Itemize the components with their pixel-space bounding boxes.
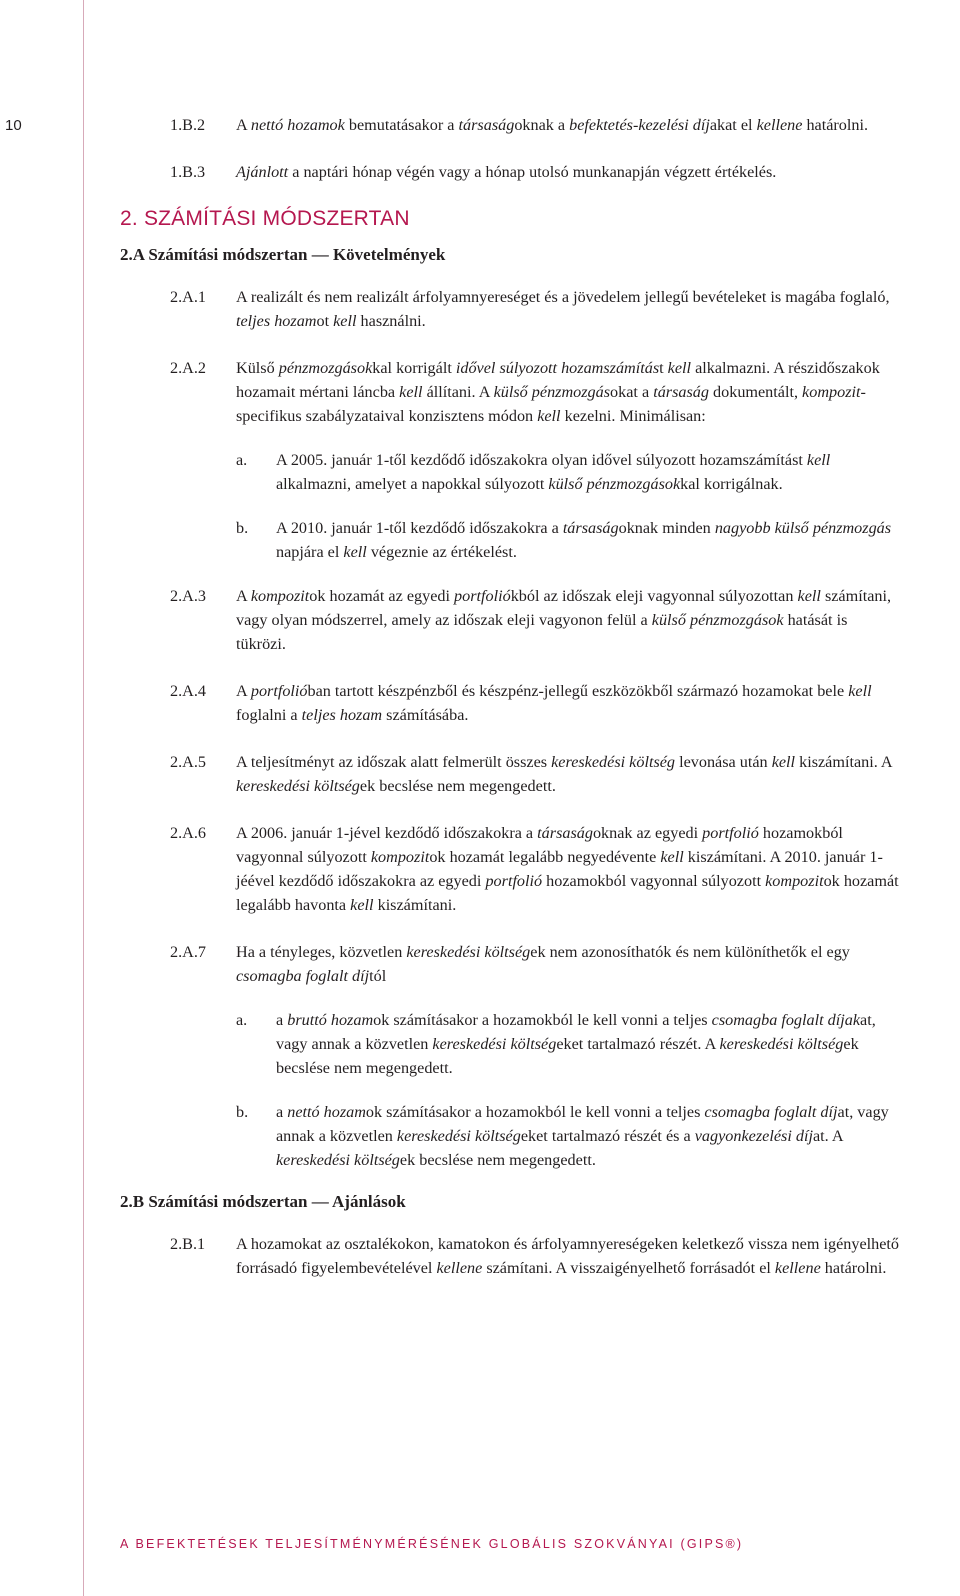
clause-number: 2.A.3 (170, 587, 206, 605)
clause-item (120, 821, 920, 917)
clause-item (120, 356, 920, 428)
subsection-b-title: 2.B Számítási módszertan — Ajánlások (120, 1192, 406, 1211)
sub-clause (236, 1100, 920, 1172)
margin-rule (83, 0, 84, 1596)
clause-number: 2.A.4 (170, 682, 206, 700)
page-number: 10 (5, 117, 22, 134)
sub-clause-letter: b. (236, 1103, 249, 1121)
sub-clause-letter: a. (236, 1011, 248, 1029)
sub-clause-letter: b. (236, 519, 249, 537)
clause-text: A hozamokat az osztalékokon, kamatokon és árfolyamnyereségeken keletkező vissza nem igényelhető forrásadó figyelembevételével kellene számítani. A visszaigényelhető forrásadót el kellene határolni. (236, 1235, 899, 1277)
document-body (120, 113, 920, 1303)
footer-title: A BEFEKTETÉSEK TELJESÍTMÉNYMÉRÉSÉNEK GLOBÁLIS SZOKVÁNYAI (GIPS®) (120, 1537, 744, 1551)
sub-clause (236, 448, 920, 496)
sub-clause-text: A 2010. január 1-től kezdődő időszakokra a társaságoknak minden nagyobb külső pénzmozgás napjára el kell végeznie az értékelést. (276, 519, 892, 561)
clause-item (120, 113, 920, 137)
sub-clause-text: a bruttó hozamok számításakor a hozamokból le kell vonni a teljes csomagba foglalt díjakat, vagy annak a közvetlen kereskedési költségeket tartalmazó részét. A kereskedési költségek becslése nem megengedett. (276, 1011, 876, 1077)
sub-clause-text: A 2005. január 1-től kezdődő időszakokra olyan idővel súlyozott hozamszámítást kell alkalmazni, amelyet a napokkal súlyozott külső pénzmozgásokkal korrigálnak. (276, 451, 831, 493)
clause-text: A nettó hozamok bemutatásakor a társaságoknak a befektetés-kezelési díjakat el kellene határolni. (236, 116, 869, 134)
clause-number: 2.A.5 (170, 753, 206, 771)
clause-item (120, 679, 920, 727)
clause-text: A teljesítményt az időszak alatt felmerült összes kereskedési költség levonása után kell kiszámítani. A kereskedési költségek becslése nem megengedett. (236, 753, 892, 795)
clause-text: A kompozitok hozamát az egyedi portfoliókból az időszak eleji vagyonnal súlyozottan kell számítani, vagy olyan módszerrel, amely az időszak eleji vagyonon felül a külső pénzmozgások hatását is tükrözi. (236, 587, 892, 653)
clause-item (120, 750, 920, 798)
subsection-a-title: 2.A Számítási módszertan — Követelmények (120, 245, 446, 264)
sub-clause-text: a nettó hozamok számításakor a hozamokból le kell vonni a teljes csomagba foglalt díjat, vagy annak a közvetlen kereskedési költségeket tartalmazó részét és a vagyonkezelési díjat. A kereskedési költségek becslése nem megengedett. (276, 1103, 889, 1169)
clause-text: Külső pénzmozgásokkal korrigált idővel súlyozott hozamszámítást kell alkalmazni. A részidőszakok hozamait mértani láncba kell állítani. A külső pénzmozgásokat a társaság dokumentált, kompozit-specifikus szabályzataival konzisztens módon kell kezelni. Minimálisan: (236, 359, 880, 425)
clause-number: 2.A.6 (170, 824, 206, 842)
sub-clause-letter: a. (236, 451, 248, 469)
clause-number: 2.B.1 (170, 1235, 206, 1253)
clause-text: Ajánlott a naptári hónap végén vagy a hónap utolsó munkanapján végzett értékelés. (236, 163, 777, 181)
clause-number: 1.B.2 (170, 116, 206, 134)
clause-item (120, 940, 920, 988)
clause-number: 2.A.2 (170, 359, 206, 377)
section-title: 2. SZÁMÍTÁSI MÓDSZERTAN (120, 207, 410, 230)
clause-text: A 2006. január 1-jével kezdődő időszakokra a társaságoknak az egyedi portfolió hozamokból vagyonnal súlyozott kompozitok hozamát legalább negyedévente kell kiszámítani. A 2010. január 1-jéével kezdődő időszakokra az egyedi portfolió hozamokból vagyonnal súlyozott kompozitok hozamát legalább havonta kell kiszámítani. (236, 824, 899, 914)
clause-number: 1.B.3 (170, 163, 206, 181)
clause-text: A portfolióban tartott készpénzből és készpénz-jellegű eszközökből származó hozamokat bele kell foglalni a teljes hozam számításába. (236, 682, 872, 724)
clause-item (120, 285, 920, 333)
clause-number: 2.A.1 (170, 288, 206, 306)
clause-item (120, 584, 920, 656)
sub-clause (236, 516, 920, 564)
clause-text: A realizált és nem realizált árfolyamnyereséget és a jövedelem jellegű bevételeket is magába foglaló, teljes hozamot kell használni. (236, 288, 890, 330)
clause-text: Ha a tényleges, közvetlen kereskedési költségek nem azonosíthatók és nem különíthetők el egy csomagba foglalt díjtól (236, 943, 850, 985)
items-top (120, 113, 920, 184)
clause-number: 2.A.7 (170, 943, 206, 961)
clause-item (120, 160, 920, 184)
items-b (120, 1232, 920, 1280)
items-a (120, 285, 920, 1172)
sub-clause (236, 1008, 920, 1080)
clause-item (120, 1232, 920, 1280)
